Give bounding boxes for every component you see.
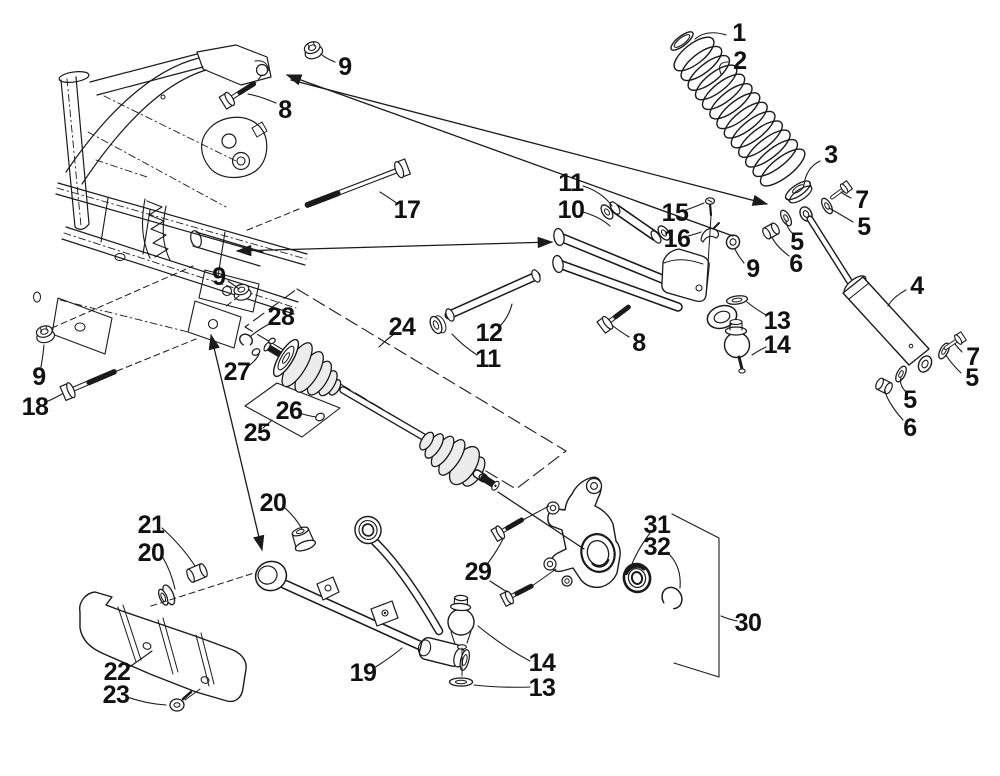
callout-9: 9 — [212, 263, 226, 291]
washer-art-13b — [450, 678, 473, 686]
callout-2: 2 — [733, 47, 747, 75]
callout-23: 23 — [102, 681, 130, 709]
bj-housing-art — [416, 636, 472, 671]
bolt-art-29a — [491, 514, 525, 542]
snap-ring-art-32 — [658, 584, 685, 613]
spring-retainer-art — [668, 29, 695, 53]
assembly-arrow — [237, 242, 552, 251]
spring-seat-art — [783, 178, 816, 207]
leader-line — [374, 648, 402, 668]
spacer-art-21 — [185, 563, 209, 584]
knuckle-art — [544, 477, 620, 587]
washer-art-5a — [778, 209, 793, 228]
callout-5: 5 — [790, 228, 804, 256]
leader-line — [321, 54, 335, 62]
callout-32: 32 — [643, 533, 671, 561]
axis-line — [117, 339, 196, 371]
frame-art — [34, 45, 308, 354]
leader-line — [583, 186, 612, 206]
lower-a-arm-art — [252, 514, 472, 672]
callout-21: 21 — [137, 511, 165, 539]
leader-line — [478, 626, 530, 661]
axis-line — [245, 209, 299, 231]
callout-13: 13 — [528, 674, 556, 702]
callout-6: 6 — [789, 250, 803, 278]
callout-11: 11 — [558, 169, 584, 197]
leader-line — [829, 208, 853, 222]
leader-line — [686, 203, 704, 210]
callout-27: 27 — [223, 358, 251, 386]
washer-art-13a — [726, 295, 748, 306]
callout-28: 28 — [267, 303, 295, 331]
callout-31: 31 — [643, 511, 671, 539]
callout-3: 3 — [824, 141, 838, 169]
leader-line — [955, 344, 962, 352]
bolt-art-7a — [829, 180, 853, 202]
callout-7: 7 — [966, 343, 980, 371]
shock-bracket-art — [662, 249, 709, 301]
leader-line — [284, 507, 302, 529]
callout-16: 16 — [663, 225, 691, 253]
bolt-art-29b — [500, 580, 534, 607]
callout-17: 17 — [393, 196, 421, 224]
callout-14: 14 — [763, 331, 791, 359]
callout-4: 4 — [910, 272, 924, 300]
leader-line — [127, 697, 166, 705]
assembly-bracket-art-30 — [672, 514, 719, 677]
screw-art-23 — [170, 692, 191, 711]
callout-10: 10 — [557, 196, 585, 224]
nut-art-9a — [302, 39, 325, 61]
callout-14: 14 — [528, 649, 556, 677]
callout-9: 9 — [746, 255, 760, 283]
callout-30: 30 — [734, 609, 762, 637]
callout-29: 29 — [464, 558, 492, 586]
spacer-art-6b — [874, 377, 894, 395]
callout-12: 12 — [475, 319, 503, 347]
leader-line — [735, 249, 744, 263]
callout-25: 25 — [243, 419, 271, 447]
callout-1: 1 — [732, 19, 746, 47]
bolt-art-18 — [60, 364, 117, 400]
snap-ring-art-28 — [238, 332, 255, 348]
callout-8: 8 — [632, 329, 646, 357]
callout-6: 6 — [903, 414, 917, 442]
axis-line — [52, 266, 193, 328]
leader-line — [162, 528, 195, 566]
callout-13: 13 — [763, 307, 791, 335]
leader-line — [888, 290, 906, 306]
bolt-art-7b — [943, 331, 967, 352]
leader-line — [248, 94, 276, 103]
callout-20: 20 — [259, 489, 287, 517]
axis-line — [532, 569, 556, 586]
callout-20: 20 — [137, 539, 165, 567]
upper-a-arm-art — [552, 228, 740, 332]
leader-line — [772, 237, 789, 256]
leader-line — [474, 685, 530, 687]
callout-18: 18 — [21, 393, 49, 421]
callout-8: 8 — [278, 96, 292, 124]
bushing-art-20a — [289, 525, 316, 554]
callout-26: 26 — [275, 397, 303, 425]
bolt-art-8a — [219, 78, 257, 110]
callout-5: 5 — [857, 213, 871, 241]
callout-5: 5 — [965, 364, 979, 392]
callout-9: 9 — [338, 53, 352, 81]
leader-line — [613, 326, 629, 337]
bearing-art-31 — [621, 561, 653, 595]
spacer-art-6a — [761, 222, 781, 240]
bushing-art-20b — [156, 583, 177, 608]
callout-7: 7 — [855, 186, 869, 214]
sleeve-art-12 — [444, 269, 542, 323]
leader-line — [885, 391, 903, 420]
ball-joint-art-14b — [448, 595, 474, 649]
callout-9: 9 — [32, 363, 46, 391]
washer-art-5b — [819, 197, 834, 216]
ball-joint-art-14a — [725, 320, 750, 374]
callout-11: 11 — [475, 345, 501, 373]
callout-15: 15 — [661, 199, 689, 227]
leader-line — [946, 355, 961, 373]
screw-art-15 — [706, 198, 715, 215]
callout-5: 5 — [903, 386, 917, 414]
bolt-art-8b — [597, 301, 633, 333]
callout-19: 19 — [349, 659, 377, 687]
callout-22: 22 — [103, 658, 131, 686]
callout-24: 24 — [388, 313, 416, 341]
axis-line — [521, 506, 549, 521]
leader-line — [452, 334, 477, 355]
